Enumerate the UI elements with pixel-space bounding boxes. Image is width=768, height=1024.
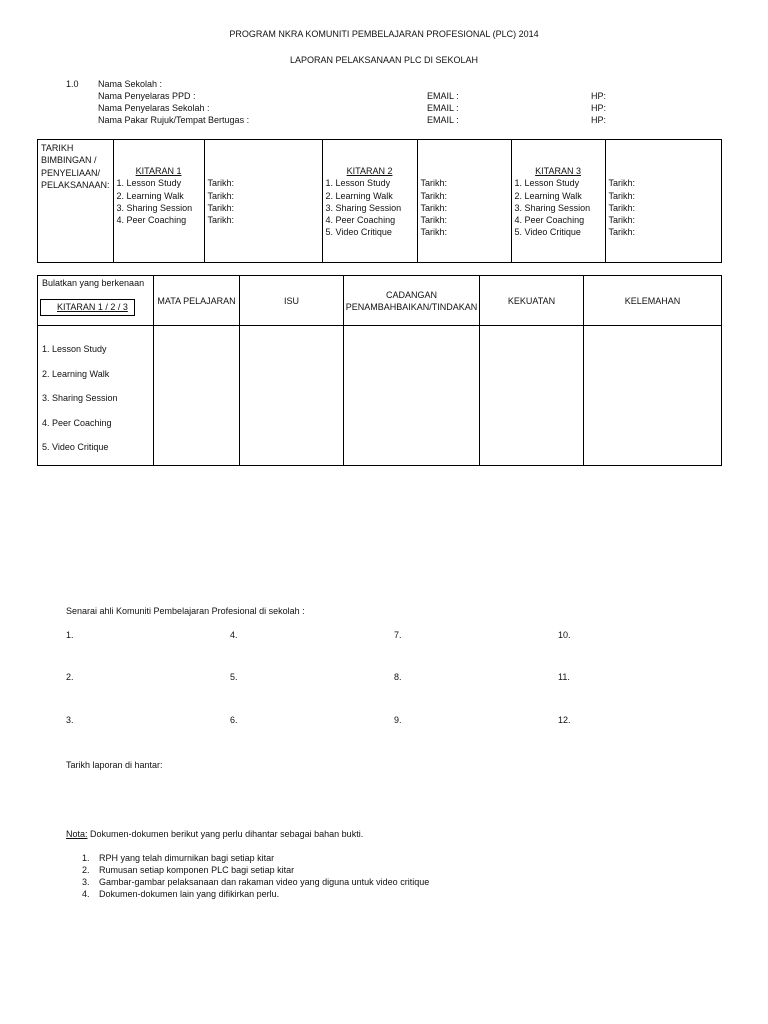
cycle-2-dates-cell bbox=[417, 140, 511, 263]
cycle-2-item: 1. Lesson Study bbox=[325, 178, 391, 189]
cycle-2-item: 4. Peer Coaching bbox=[325, 215, 396, 226]
cycle-3-item: 5. Video Critique bbox=[514, 227, 581, 238]
cycle-2-date-label: Tarikh: bbox=[420, 227, 448, 238]
dates-header-line: TARIKH bbox=[41, 143, 74, 153]
ppd-email-label: EMAIL : bbox=[427, 91, 459, 101]
ppd-coordinator-label: Nama Penyelaras PPD : bbox=[98, 91, 196, 101]
report-date-label: Tarikh laporan di hantar: bbox=[66, 760, 163, 770]
circle-cycle-header bbox=[38, 276, 154, 326]
strength-input-cell[interactable] bbox=[480, 326, 584, 466]
cycle-1-item: 3. Sharing Session bbox=[116, 202, 193, 213]
note-item-number: 2. bbox=[82, 865, 90, 875]
ppd-hp-label: HP: bbox=[591, 91, 607, 101]
note-item-number: 4. bbox=[82, 889, 90, 899]
members-title: Senarai ahli Komuniti Pembelajaran Profesional di sekolah : bbox=[66, 606, 305, 616]
report-table bbox=[37, 275, 722, 466]
cycle-3-dates-cell bbox=[605, 140, 721, 263]
cycle-2-item: 2. Learning Walk bbox=[325, 190, 393, 201]
page-title: PROGRAM NKRA KOMUNITI PEMBELAJARAN PROFESIONAL (PLC) 2014 bbox=[229, 29, 539, 39]
school-name-label: Nama Sekolah : bbox=[98, 79, 163, 89]
cycle-3-cell bbox=[511, 140, 605, 263]
cycle-3-date-label: Tarikh: bbox=[608, 190, 636, 201]
activity-item: 1. Lesson Study bbox=[42, 344, 107, 354]
cycle-2-date-label: Tarikh: bbox=[420, 215, 448, 226]
activity-item: 5. Video Critique bbox=[42, 442, 109, 452]
suggestion-header-line: CADANGAN bbox=[385, 289, 437, 300]
suggestion-header-line: PENAMBAHBAIKAN/TINDAKAN bbox=[345, 301, 478, 312]
weakness-input-cell[interactable] bbox=[584, 326, 722, 466]
issue-input-cell[interactable] bbox=[240, 326, 344, 466]
dates-header-line: PELAKSANAAN: bbox=[41, 179, 110, 190]
cycle-3-title: KITARAN 3 bbox=[535, 166, 581, 176]
cycle-3-item: 2. Learning Walk bbox=[514, 190, 582, 201]
cycle-2-cell bbox=[322, 140, 417, 263]
cycle-1-date-label: Tarikh: bbox=[207, 190, 235, 201]
note-item-text: Gambar-gambar pelaksanaan dan rakaman video yang diguna untuk video critique bbox=[99, 877, 430, 887]
cycle-1-cell bbox=[113, 140, 204, 263]
member-number: 4. bbox=[230, 630, 238, 640]
cycle-2-date-label: Tarikh: bbox=[420, 178, 448, 189]
school-email-label: EMAIL : bbox=[427, 103, 459, 113]
note-item-number: 3. bbox=[82, 877, 90, 887]
cycle-2-item: 5. Video Critique bbox=[325, 227, 392, 238]
member-number: 1. bbox=[66, 630, 74, 640]
note-item-number: 1. bbox=[82, 853, 90, 863]
cycle-3-date-label: Tarikh: bbox=[608, 202, 636, 213]
cycle-1-item: 1. Lesson Study bbox=[116, 178, 182, 189]
school-coordinator-label: Nama Penyelaras Sekolah : bbox=[98, 103, 210, 113]
cycle-3-date-label: Tarikh: bbox=[608, 178, 636, 189]
weakness-column-header: KELEMAHAN bbox=[584, 276, 722, 326]
cycle-3-item: 4. Peer Coaching bbox=[514, 215, 585, 226]
issue-column-header: ISU bbox=[240, 276, 344, 326]
cycle-choice-label: KITARAN 1 / 2 / 3 bbox=[57, 302, 128, 312]
cycle-1-dates-cell bbox=[204, 140, 322, 263]
expert-hp-label: HP: bbox=[591, 115, 607, 125]
subject-column-header: MATA PELAJARAN bbox=[154, 276, 240, 326]
member-number: 11. bbox=[558, 672, 570, 682]
cycle-3-item: 1. Lesson Study bbox=[514, 178, 580, 189]
subject-input-cell[interactable] bbox=[154, 326, 240, 466]
suggestion-input-cell[interactable] bbox=[344, 326, 480, 466]
cycle-1-item: 4. Peer Coaching bbox=[116, 215, 187, 226]
note-line bbox=[66, 829, 363, 839]
cycle-2-date-label: Tarikh: bbox=[420, 202, 448, 213]
circle-instruction: Bulatkan yang berkenaan bbox=[42, 278, 145, 288]
cycle-2-date-label: Tarikh: bbox=[420, 190, 448, 201]
member-number: 7. bbox=[394, 630, 402, 640]
cycle-dates-table bbox=[37, 139, 722, 263]
activity-item: 3. Sharing Session bbox=[42, 393, 118, 403]
cycle-3-date-label: Tarikh: bbox=[608, 215, 636, 226]
cycle-1-date-label: Tarikh: bbox=[207, 215, 235, 226]
cycle-3-date-label: Tarikh: bbox=[608, 227, 636, 238]
activity-item: 2. Learning Walk bbox=[42, 368, 110, 379]
activities-cell bbox=[38, 326, 154, 466]
cycle-choice-box[interactable] bbox=[40, 299, 135, 316]
member-number: 2. bbox=[66, 672, 74, 682]
dates-header-cell bbox=[38, 140, 114, 263]
member-number: 12. bbox=[558, 715, 571, 725]
member-number: 9. bbox=[394, 715, 402, 725]
cycle-1-title: KITARAN 1 bbox=[135, 166, 182, 176]
cycle-2-title: KITARAN 2 bbox=[346, 166, 393, 176]
dates-header-line: BIMBINGAN / bbox=[41, 155, 97, 166]
note-text: Dokumen-dokumen berikut yang perlu dihantar sebagai bahan bukti. bbox=[87, 829, 364, 839]
suggestion-column-header bbox=[344, 276, 480, 326]
note-label: Nota: bbox=[66, 829, 88, 839]
expert-label: Nama Pakar Rujuk/Tempat Bertugas : bbox=[98, 115, 250, 125]
section-number: 1.0 bbox=[66, 79, 79, 89]
member-number: 8. bbox=[394, 672, 402, 682]
member-number: 6. bbox=[230, 715, 238, 725]
strength-column-header: KEKUATAN bbox=[480, 276, 584, 326]
note-item-text: Dokumen-dokumen lain yang difikirkan perlu. bbox=[99, 889, 280, 899]
cycle-1-item: 2. Learning Walk bbox=[116, 190, 184, 201]
expert-email-label: EMAIL : bbox=[427, 115, 459, 125]
note-item-text: Rumusan setiap komponen PLC bagi setiap kitar bbox=[99, 865, 295, 875]
note-item-text: RPH yang telah dimurnikan bagi setiap kitar bbox=[99, 853, 275, 863]
note-list bbox=[82, 852, 429, 900]
cycle-1-date-label: Tarikh: bbox=[207, 178, 235, 189]
dates-header-line: PENYELIAAN/ bbox=[41, 167, 101, 178]
member-number: 3. bbox=[66, 715, 74, 725]
cycle-2-item: 3. Sharing Session bbox=[325, 202, 402, 213]
cycle-3-item: 3. Sharing Session bbox=[514, 202, 591, 213]
cycle-1-date-label: Tarikh: bbox=[207, 202, 235, 213]
school-hp-label: HP: bbox=[591, 103, 607, 113]
page-subtitle: LAPORAN PELAKSANAAN PLC DI SEKOLAH bbox=[289, 55, 479, 65]
member-number: 10. bbox=[558, 630, 571, 640]
activity-item: 4. Peer Coaching bbox=[42, 417, 112, 428]
member-number: 5. bbox=[230, 672, 238, 682]
